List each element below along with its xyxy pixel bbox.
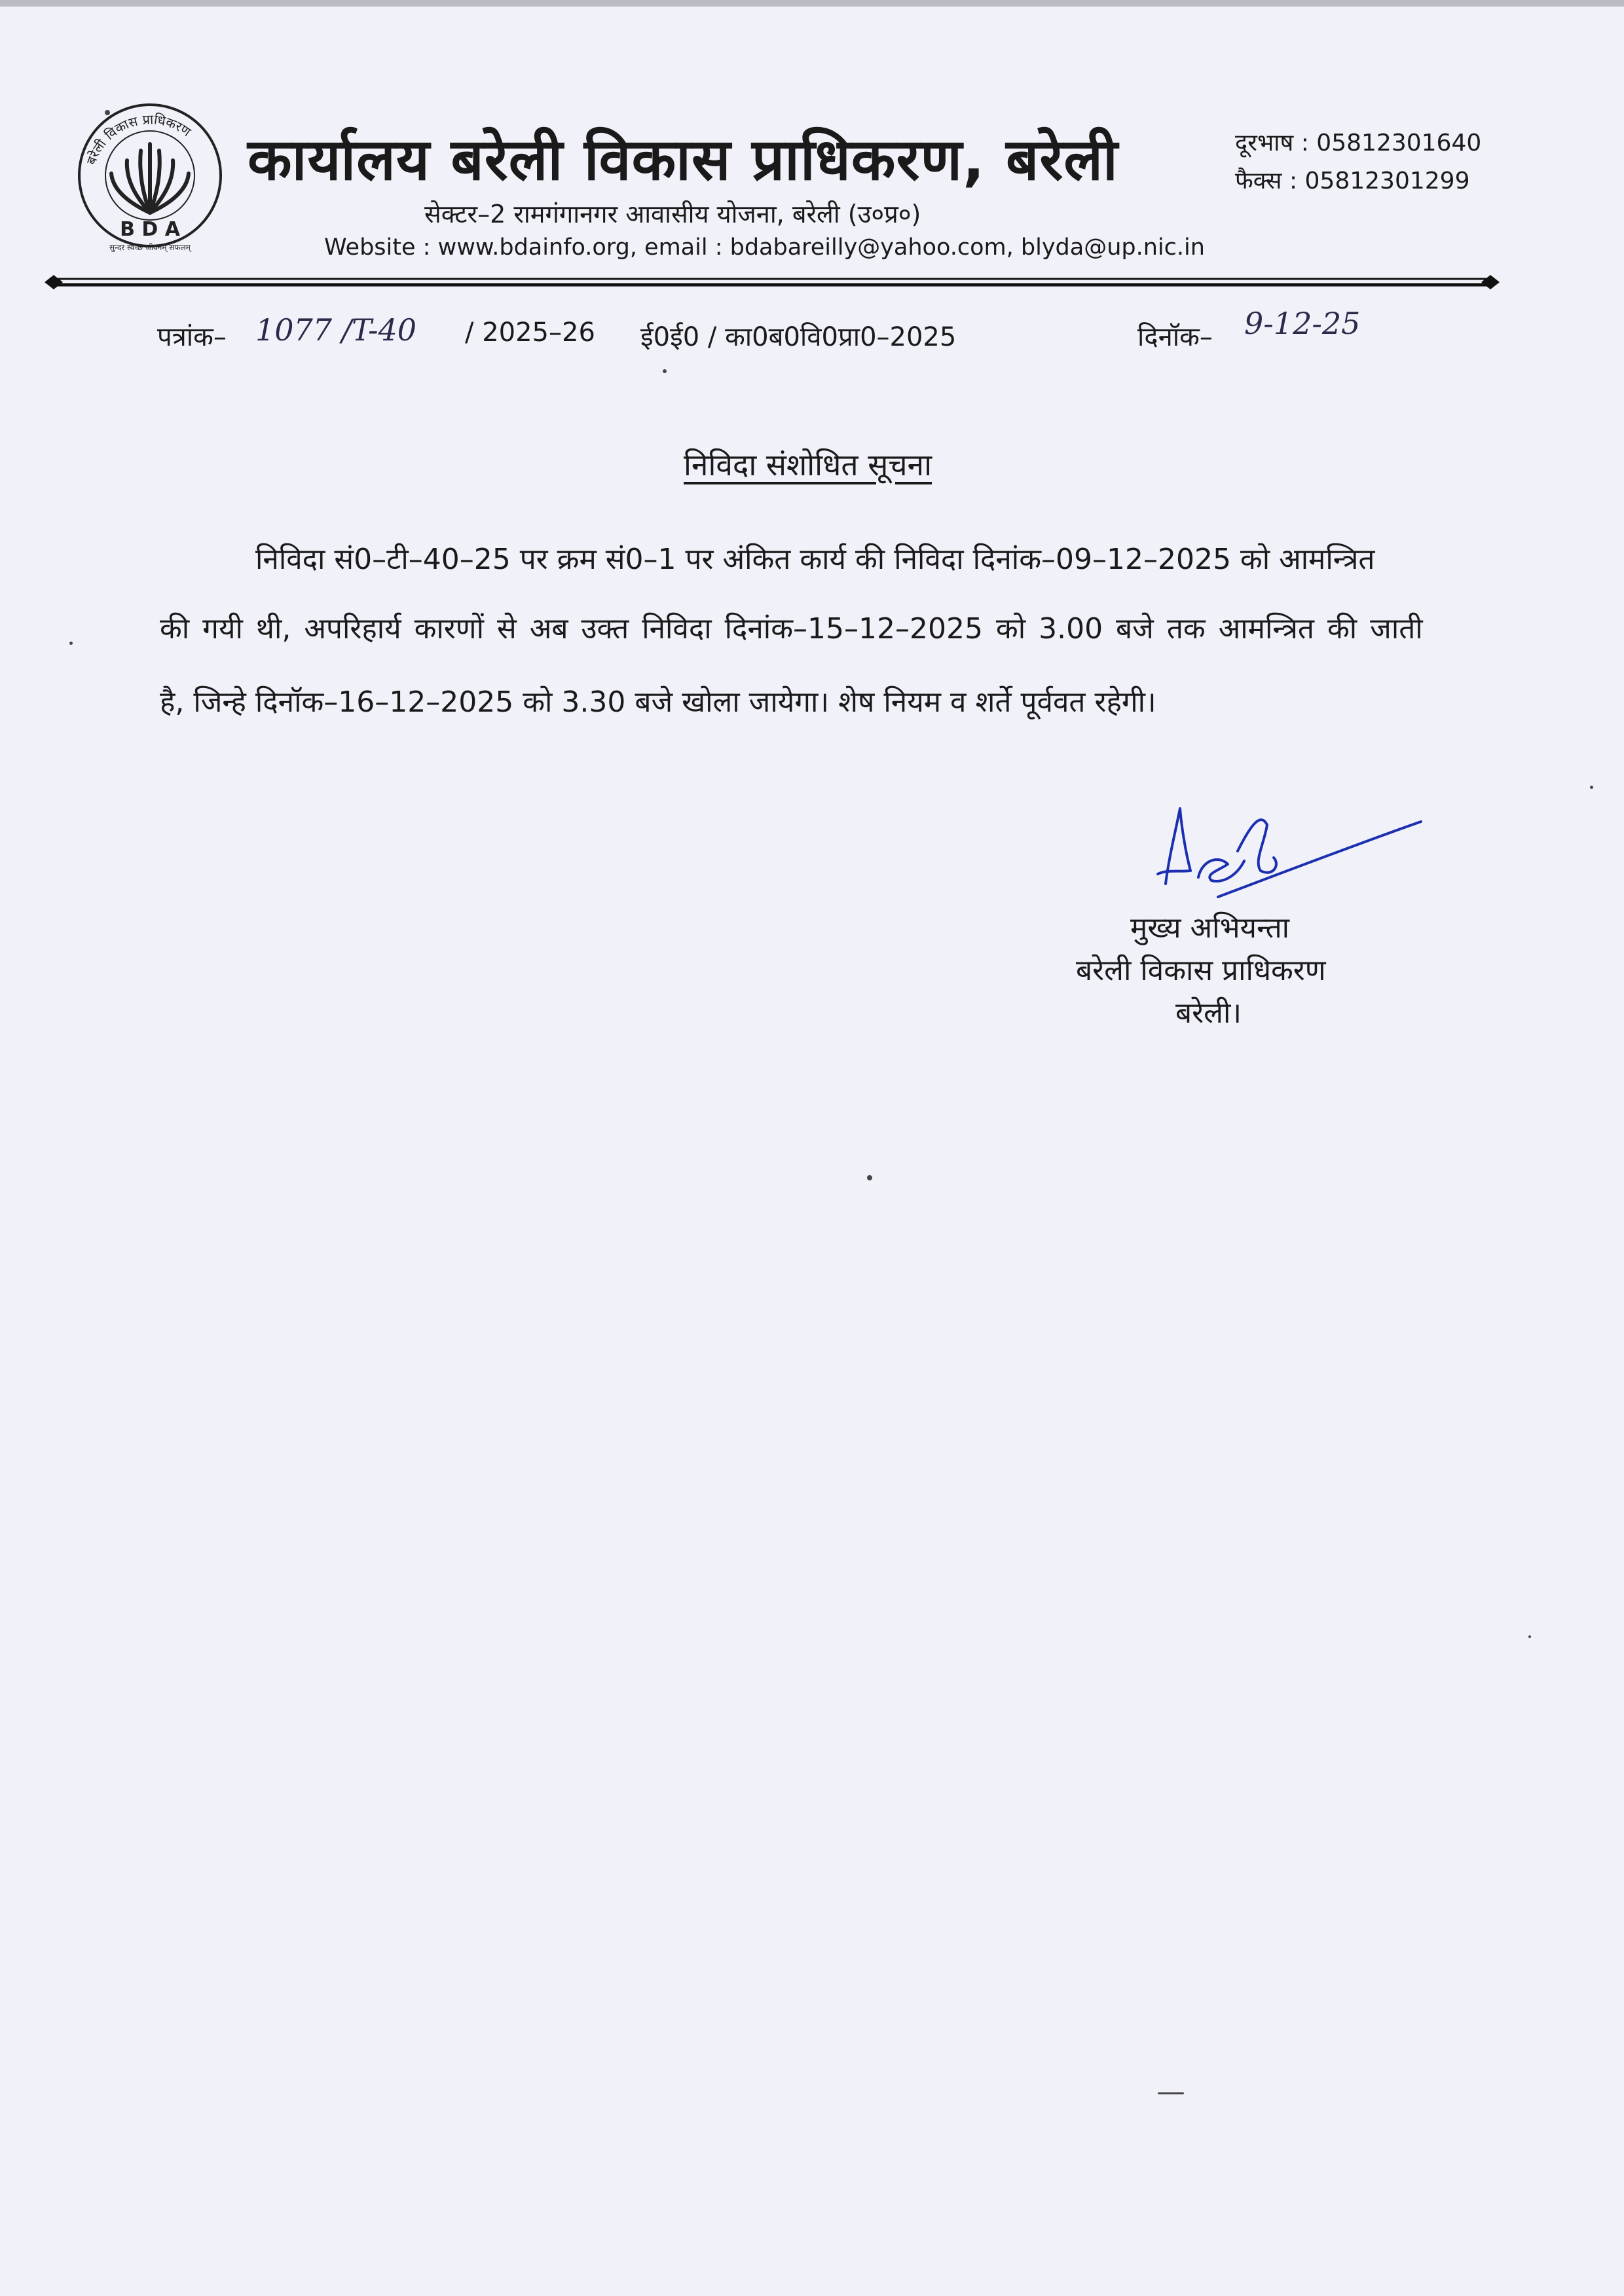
reference-line (157, 306, 1467, 357)
logo-arc-text: बरेली विकास प्राधिकरण (83, 111, 194, 167)
fax-row (1235, 162, 1481, 200)
reference-year: / 2025–26 (465, 318, 595, 348)
scan-speck (867, 1175, 872, 1180)
scan-speck (105, 110, 110, 115)
organisation-title: कार्यालय बरेली विकास प्राधिकरण, बरेली (248, 126, 1118, 193)
header-divider (45, 274, 1500, 293)
notice-body-line-3: है, जिन्हे दिनॉक–16–12–2025 को 3.30 बजे खोला जायेगा। शेष नियम व शर्ते पूर्ववत रहेगी। (160, 685, 1156, 719)
handwritten-date: 9-12-25 (1244, 306, 1361, 341)
organisation-address: सेक्टर–2 रामगंगानगर आवासीय योजना, बरेली (उ०प्र०) (424, 200, 921, 228)
notice-body-line-2: की गयी थी, अपरिहार्य कारणों से अब उक्त निविदा दिनांक–15–12–2025 को 3.00 बजे तक आमन्त्रित की जाती (160, 612, 1423, 646)
handwritten-reference-number: 1077 /T-40 (255, 312, 417, 348)
signatory-organisation: बरेली विकास प्राधिकरण (1076, 954, 1326, 987)
phone-fax-block (1235, 124, 1481, 200)
scan-speck (1590, 786, 1593, 789)
reference-label: पत्रांक– (157, 322, 227, 352)
signatory-city: बरेली। (1175, 996, 1242, 1030)
phone-row (1235, 124, 1481, 162)
date-label: दिनॉक– (1137, 322, 1213, 352)
notice-title: निविदा संशोधित सूचना (684, 447, 932, 483)
signatory-designation: मुख्य अभियन्ता (1130, 911, 1290, 945)
office-code: ई0ई0 / का0ब0वि0प्रा0–2025 (640, 322, 957, 352)
notice-body-line-1: निविदा सं0–टी–40–25 पर क्रम सं0–1 पर अंकित कार्य की निविदा दिनांक–09–12–2025 को आमन्त्रित (255, 543, 1375, 576)
scan-speck (663, 369, 667, 373)
fax-label: फैक्स (1235, 168, 1282, 194)
scan-speck (1158, 2092, 1184, 2094)
logo-motto: सुन्दर स्वच्छ जीवनम् सफलम् (109, 243, 191, 252)
signature (1139, 799, 1428, 910)
scan-speck (1528, 1635, 1531, 1638)
bda-logo (73, 98, 227, 252)
organisation-contact: Website : www.bdainfo.org, email : bdabareilly@yahoo.com, blyda@up.nic.in (324, 234, 1205, 261)
logo-initials: B D A (120, 218, 180, 241)
phone-label: दूरभाष (1235, 130, 1294, 156)
scan-edge (0, 0, 1624, 7)
fax-number: : 05812301299 (1289, 168, 1470, 194)
phone-number: : 05812301640 (1301, 130, 1482, 156)
scan-speck (69, 642, 73, 645)
